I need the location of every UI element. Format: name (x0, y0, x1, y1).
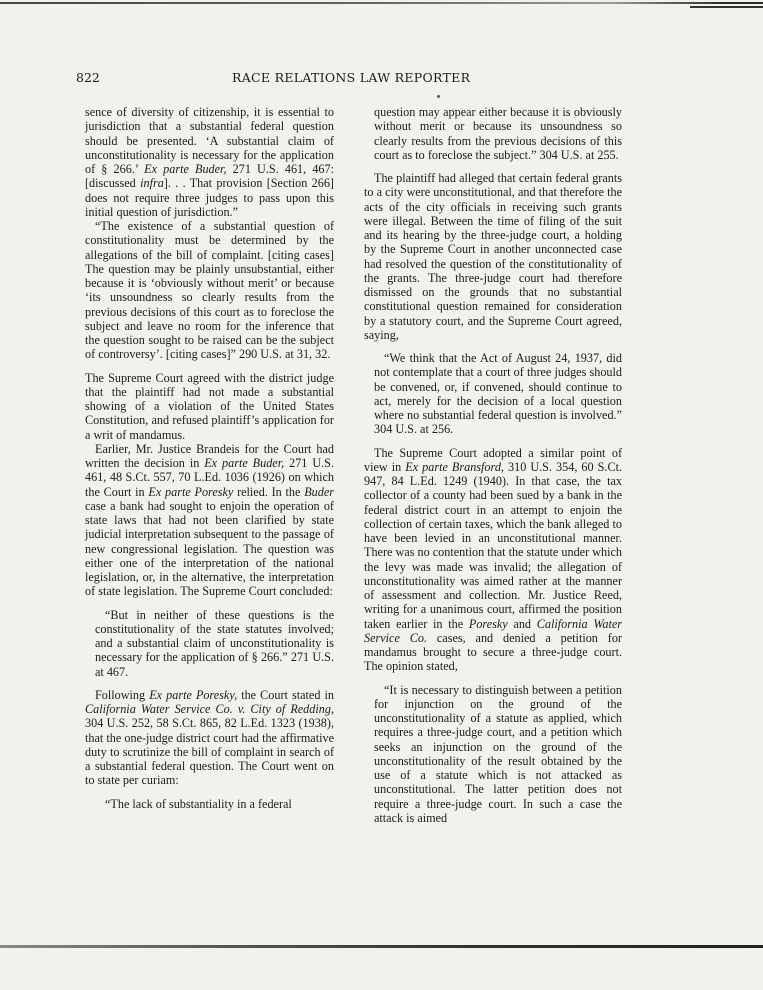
scan-top-rule-right (690, 6, 763, 8)
paragraph: Following Ex parte Poresky, the Court stated in California Water Service Co. v. City of Redding, 304 U.S. 252, 58 S.Ct. 865, 82 L.Ed. 1323 (1938), that the one-judge district court had the affirmative duty to scrutinize the bill of complaint in search of a substantial federal question. The Court went on to state per curiam: (85, 687, 334, 788)
running-title: RACE RELATIONS LAW REPORTER (232, 70, 471, 85)
paragraph: “We think that the Act of August 24, 1937, did not contemplate that a court of three judges should be convened, or, if convened, should continue to act, merely for the decision of a local question where no substantial federal question is involved.” 304 U.S. at 256. (374, 351, 622, 437)
paragraph: “The existence of a substantial question of constitutionality must be determined by the allegations of the bill of complaint. [citing cases] The question may be plainly unsubstantial, either because it is ‘obviously without merit’ or because ‘its unsoundness so clearly results from the previous decisions of this court as to foreclose the subject and leave no room for the inference that the question sought to be raised can be the subject of controversy’. [citing cases]” 290 U.S. at 31, 32. (85, 219, 334, 362)
paragraph: question may appear either because it is obviously without merit or because its unsoundness so clearly results from the previous decisions of this court as to foreclose the subject.” 304 U.S. at 255. (374, 105, 622, 162)
scan-speck (437, 95, 440, 98)
page-header (0, 70, 763, 90)
paragraph: “The lack of substantiality in a federal (105, 796, 292, 811)
paragraph: sence of diversity of citizenship, it is essential to jurisdiction that a substantial federal question should be presented. ‘A substantial claim of unconstitutionality is necessary for the application of § 266.’ Ex parte Buder, 271 U.S. 461, 467: [discussed infra]. . . That provision [Section 266] does not require three judges to pass upon this initial question of jurisdiction.” (85, 105, 335, 219)
paragraph: The plaintiff had alleged that certain federal grants to a city were unconstitutional, and that therefore the acts of the city officials in receiving such grants were illegal. Between the time of filing of the suit and its hearing by the three-judge court, a holding by the Supreme Court in another unconnected case had resolved the question of the constitutionality of the grants. The three-judge court had therefore dismissed on the grounds that no substantial constitutional question remained for consideration by a statutory court, and the Supreme Court agreed, saying, (364, 171, 622, 342)
paragraph: Earlier, Mr. Justice Brandeis for the Court had written the decision in Ex parte Buder, 271 U.S. 461, 48 S.Ct. 557, 70 L.Ed. 1036 (1926) on which the Court in Ex parte Poresky relied. In the Buder case a bank had sought to enjoin the operation of state laws that had not been clarified by state judicial interpretation subsequent to the passage of new congressional legislation. The question was either one of the interpretation of the national legislation, or, in the alternative, the interpretation of state legislation. The Supreme Court concluded: (85, 441, 334, 599)
paragraph: The Supreme Court agreed with the district judge that the plaintiff had not made a substantial showing of a violation of the United States Constitution, and refused plaintiff’s application for a writ of mandamus. (85, 370, 334, 442)
left-column (85, 105, 334, 811)
paragraph: The Supreme Court adopted a similar point of view in Ex parte Bransford, 310 U.S. 354, 60 S.Ct. 947, 84 L.Ed. 1249 (1940). In that case, the tax collector of a county had been sued by a bank in the federal district court in an attempt to enjoin the collection of certain taxes, which the bank alleged to have been levied in an unconstitutional manner. There was no contention that the statute under which the levy was made was invalid; the allegation of unconstitutionality was aimed rather at the manner of assessment and collection. Mr. Justice Reed, writing for a unanimous court, affirmed the position taken earlier in the Poresky and California Water Service Co. cases, and denied a petition for mandamus brought to secure a three-judge court. The opinion stated, (364, 445, 623, 674)
scan-bottom-rule (0, 945, 763, 948)
scan-top-rule (0, 2, 763, 4)
right-column (364, 105, 622, 825)
paragraph: “But in neither of these questions is the constitutionality of the state statutes involved; and a substantial claim of unconstitutionality is necessary for the application of § 266.” 271 U.S. at 467. (95, 607, 334, 679)
paragraph: “It is necessary to distinguish between a petition for injunction on the ground of the unconstitutionality of a statute as applied, which requires a three-judge court, and a petition which seeks an injunction on the ground of the unconstitutionality of the result obtained by the use of a statute which is not attacked as unconstitutional. The latter petition does not require a three-judge court. In such a case the attack is aimed (374, 682, 622, 825)
page-number: 822 (76, 70, 100, 85)
